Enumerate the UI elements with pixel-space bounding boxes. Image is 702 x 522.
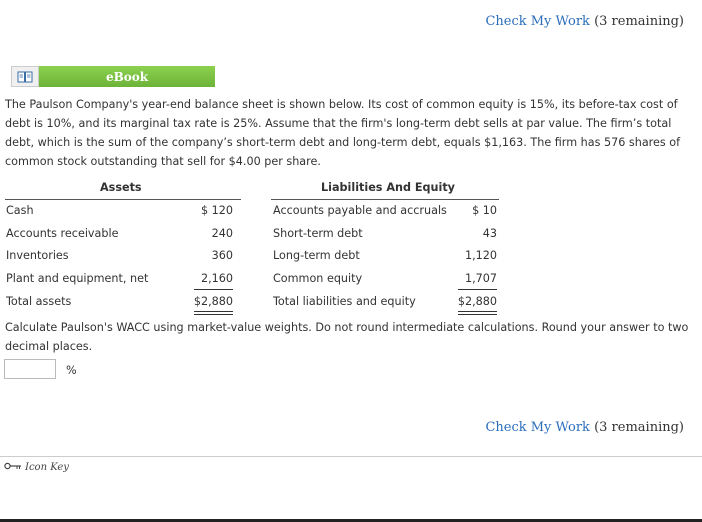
ebook-label: eBook — [39, 66, 215, 87]
liab-label: Long-term debt — [273, 249, 360, 262]
wacc-answer-input[interactable] — [4, 359, 56, 379]
asset-value: 2,160 — [200, 272, 233, 285]
footer-divider — [0, 456, 702, 457]
liabilities-header: Liabilities And Equity — [321, 181, 455, 194]
total-liab-label: Total liabilities and equity — [273, 295, 416, 308]
asset-label: Plant and equipment, net — [6, 272, 149, 285]
liab-total-double-rule — [458, 314, 497, 315]
total-assets-label: Total assets — [6, 295, 72, 308]
asset-label: Inventories — [6, 249, 69, 262]
icon-key-label: Icon Key — [25, 462, 69, 473]
asset-value: 360 — [211, 249, 233, 262]
key-icon — [4, 462, 22, 473]
liab-label: Short-term debt — [273, 227, 363, 240]
liab-label: Accounts payable and accruals — [273, 204, 447, 217]
asset-subtotal-rule — [194, 289, 233, 290]
assets-header: Assets — [100, 181, 142, 194]
liabilities-header-rule — [271, 199, 499, 200]
remaining-count: (3 remaining) — [594, 14, 684, 29]
liab-value: 43 — [482, 227, 497, 240]
total-assets-value: $2,880 — [193, 295, 233, 308]
liab-value: 1,707 — [464, 272, 497, 285]
problem-intro: The Paulson Company's year-end balance sheet is shown below. Its cost of common equity is 15%, its before-tax cost of debt is 10%, and its marginal tax rate is 25%. Assume that the firm's long-term debt sells at par value. The firm’s total debt, which is the sum of the company’s short-term debt and long-term debt, equals $1,163. The firm has 576 shares of common stock outstanding that sell for $4.00 per share. — [5, 98, 681, 168]
remaining-count: (3 remaining) — [594, 420, 684, 435]
liab-value: $ 10 — [472, 204, 497, 217]
liab-value: 1,120 — [464, 249, 497, 262]
ebook-button[interactable] — [11, 66, 215, 87]
liab-total-double-rule — [458, 311, 497, 312]
assets-header-rule — [5, 199, 241, 200]
question-text: Calculate Paulson's WACC using market-value weights. Do not round intermediate calculations. Round your answer to two decimal places. — [5, 321, 689, 353]
check-my-work-bottom — [485, 420, 684, 435]
asset-label: Accounts receivable — [6, 227, 119, 240]
check-my-work-link[interactable]: Check My Work — [485, 420, 590, 435]
asset-label: Cash — [6, 204, 34, 217]
total-liab-value: $2,880 — [457, 295, 497, 308]
asset-value: 240 — [211, 227, 233, 240]
percent-unit: % — [66, 364, 77, 377]
liab-subtotal-rule — [458, 289, 497, 290]
asset-value: $ 120 — [200, 204, 233, 217]
asset-total-double-rule — [194, 314, 233, 315]
check-my-work-top — [485, 14, 684, 29]
asset-total-double-rule — [194, 311, 233, 312]
balance-sheet — [0, 180, 702, 316]
check-my-work-link[interactable]: Check My Work — [485, 14, 590, 29]
liab-label: Common equity — [273, 272, 363, 285]
book-icon — [11, 66, 39, 87]
icon-key-button[interactable] — [4, 462, 69, 473]
